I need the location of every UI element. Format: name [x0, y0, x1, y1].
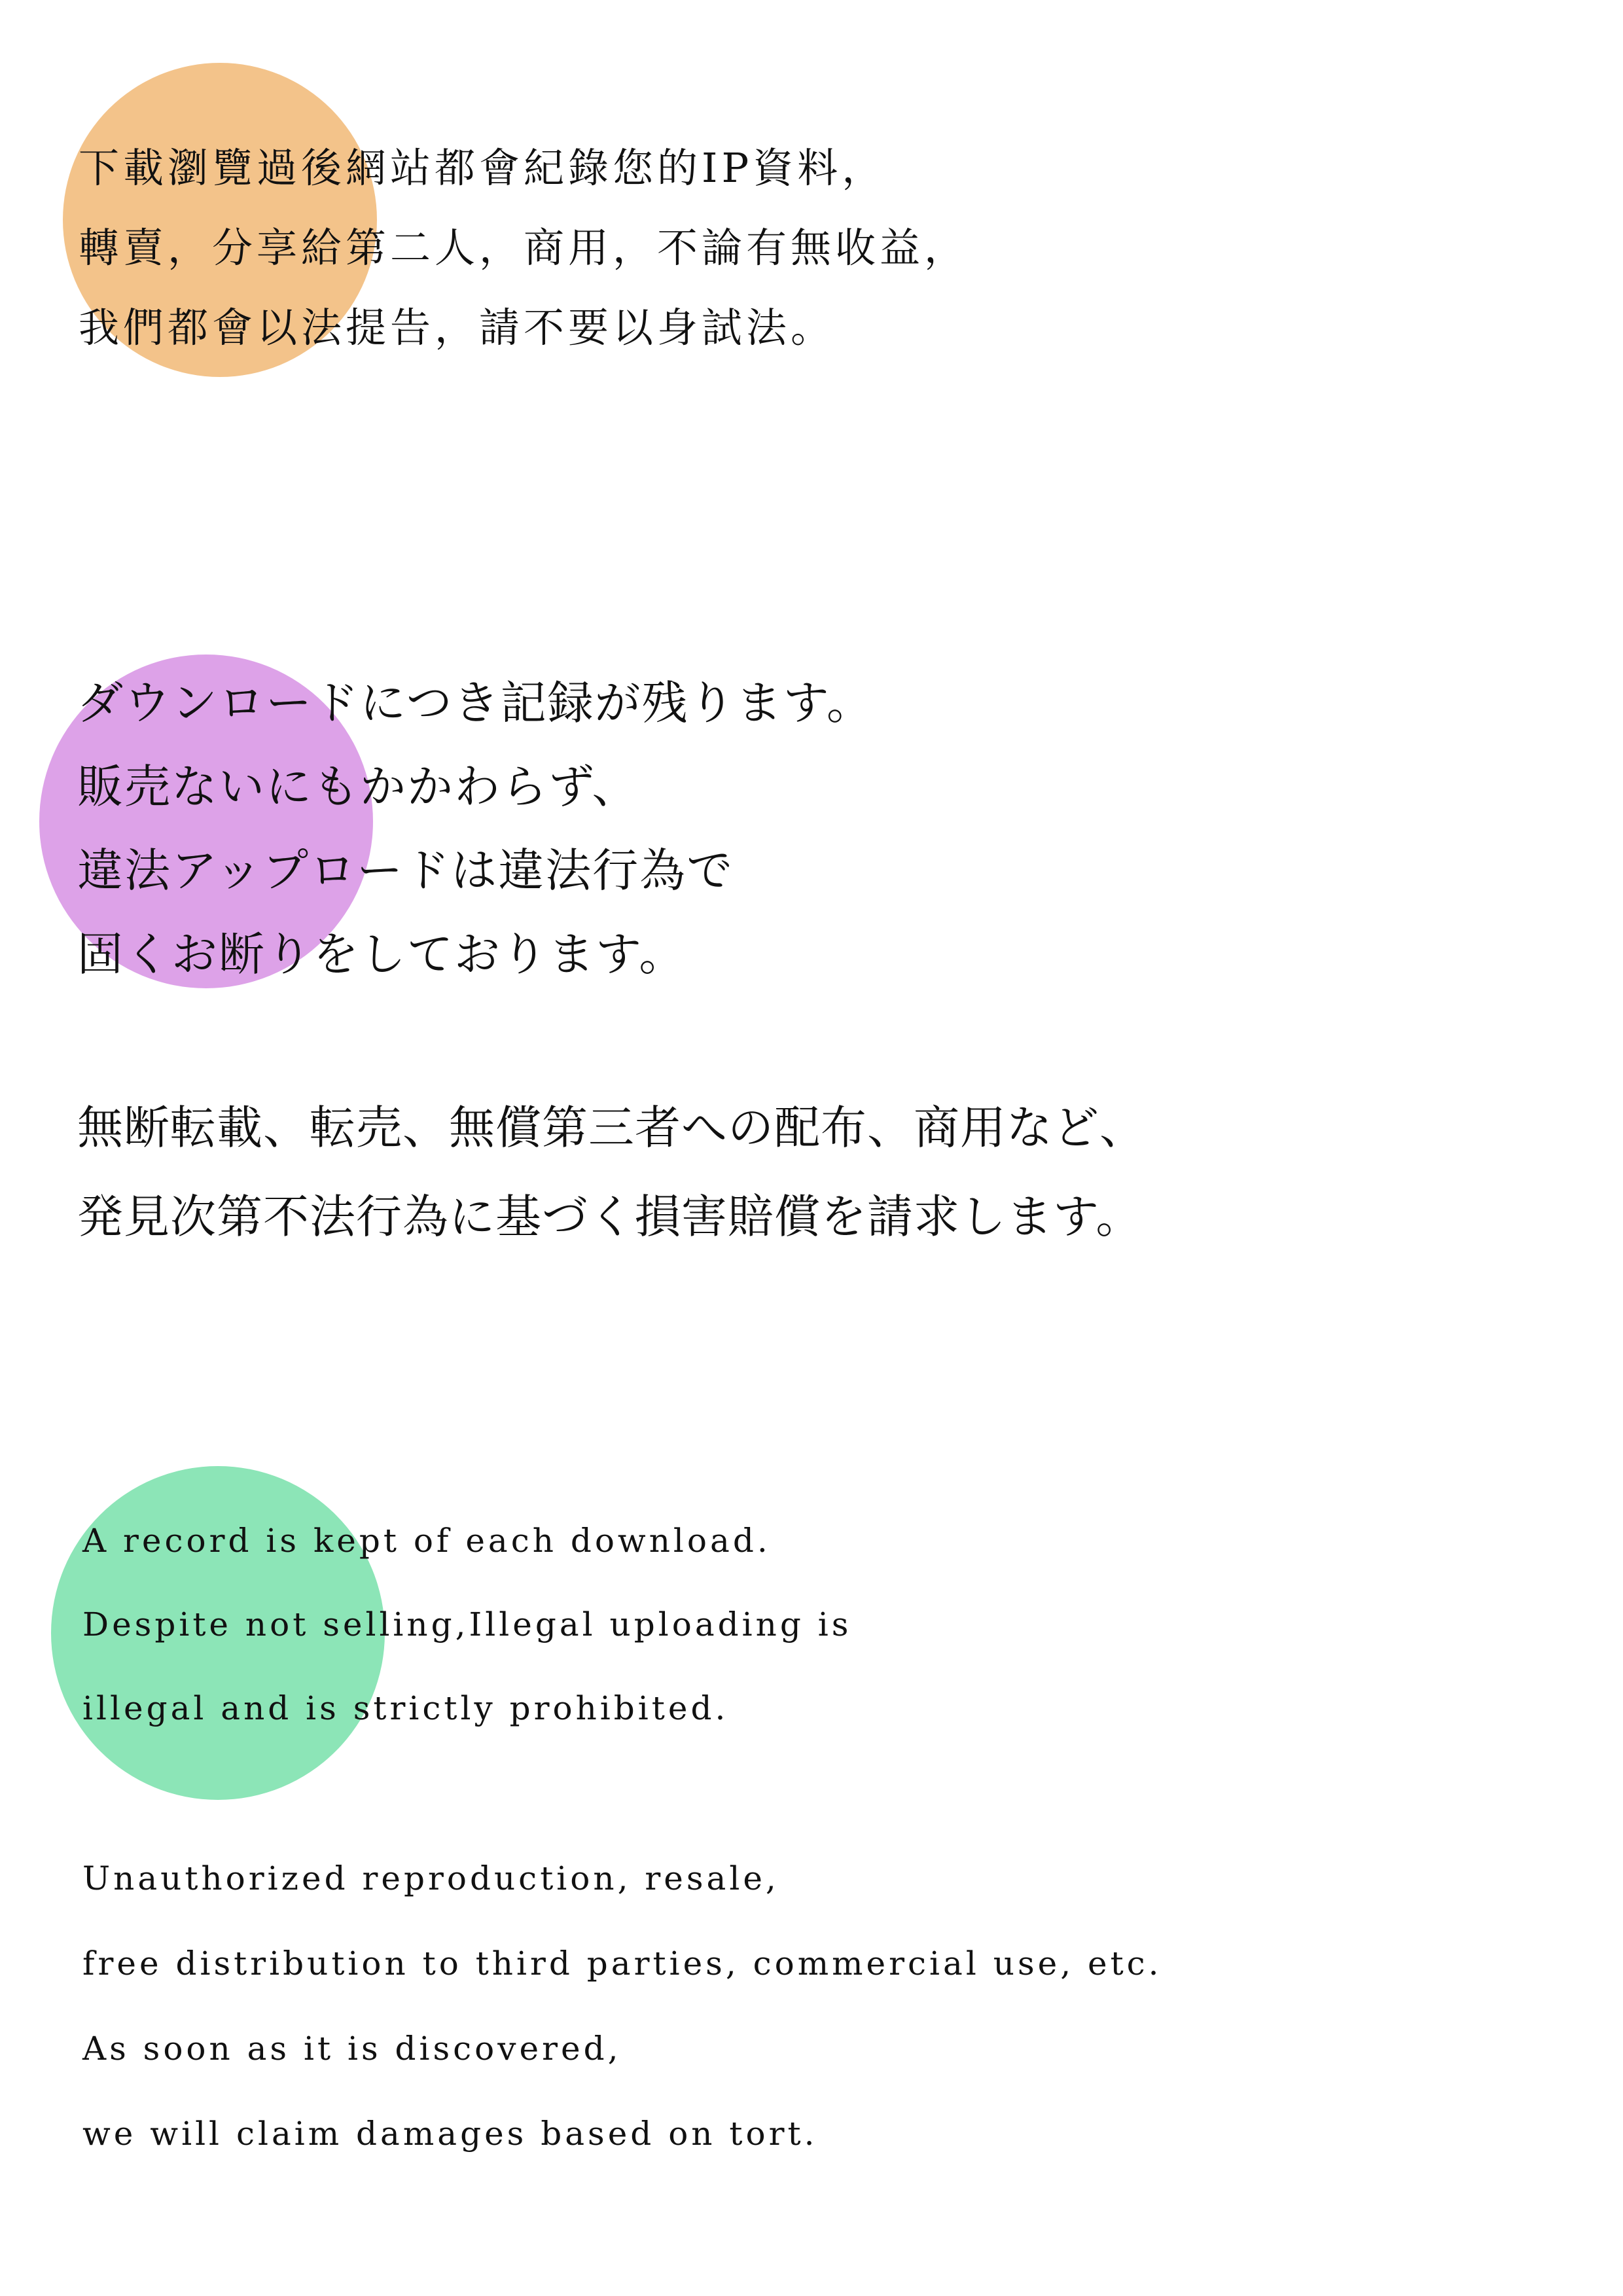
english-secondary-notice-block — [82, 1836, 1162, 2176]
japanese-notice-line: ダウンロードにつき記録が残ります。 — [77, 676, 874, 730]
japanese-notice-line: 無断転載、転売、無償第三者への配布、商用など、 — [77, 1101, 1146, 1155]
japanese-primary-notice-block — [77, 661, 874, 996]
japanese-secondary-notice-block — [77, 1083, 1146, 1261]
chinese-notice-line: 轉賣，分享給第二人，商用，不論有無收益， — [79, 224, 969, 272]
english-notice-line: free distribution to third parties, commercial use, etc. — [82, 1945, 1162, 1982]
chinese-notice-block — [79, 128, 969, 368]
japanese-notice-line: 発見次第不法行為に基づく損害賠償を請求します。 — [77, 1190, 1143, 1244]
japanese-notice-line: 固くお断りをしております。 — [77, 927, 687, 981]
japanese-notice-line: 販売ないにもかかわらず、 — [77, 760, 639, 814]
japanese-notice-line: 違法アップロードは違法行為で — [77, 844, 734, 897]
english-notice-line: we will claim damages based on tort. — [82, 2115, 818, 2153]
english-notice-line: Unauthorized reproduction, resale, — [82, 1859, 779, 1897]
english-primary-notice-block — [82, 1499, 851, 1750]
chinese-notice-line: 下載瀏覽過後網站都會紀錄您的IP資料， — [79, 144, 887, 192]
english-notice-line: illegal and is strictly prohibited. — [82, 1689, 729, 1727]
english-notice-line: A record is kept of each download. — [82, 1522, 771, 1560]
chinese-notice-line: 我們都會以法提告，請不要以身試法。 — [79, 304, 836, 351]
english-notice-line: As soon as it is discovered, — [82, 2030, 622, 2068]
english-notice-line: Despite not selling,Illegal uploading is — [82, 1605, 852, 1643]
